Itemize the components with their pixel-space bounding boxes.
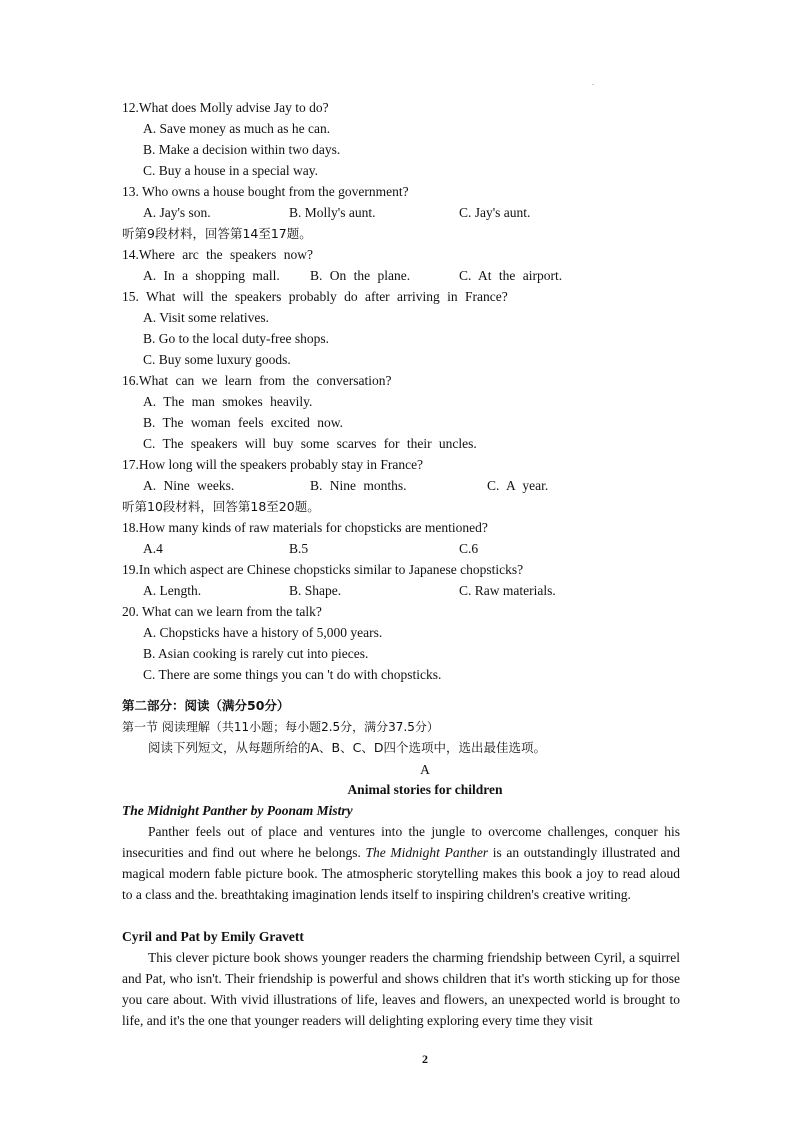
question-20-option-a: A. Chopsticks have a history of 5,000 years. — [143, 625, 383, 640]
question-14: 14.Where arc the speakers now? — [122, 247, 314, 262]
question-20: 20. What can we learn from the talk? — [122, 604, 322, 619]
question-12-option-c: C. Buy a house in a special way. — [143, 163, 318, 178]
question-13-option-b: B. Molly's aunt. — [289, 205, 376, 220]
question-16: 16.What can we learn from the conversation? — [122, 373, 392, 388]
question-15-option-c: C. Buy some luxury goods. — [143, 352, 291, 367]
question-13: 13. Who owns a house bought from the government? — [122, 184, 409, 199]
question-12-option-a: A. Save money as much as he can. — [143, 121, 331, 136]
book-1-text-a: Panther feels out of place and ventures into the jungle to overcome challenges, conquer his insecurities and find out where he belongs. — [122, 824, 680, 860]
question-19-option-b: B. Shape. — [289, 583, 342, 598]
question-14-option-c: C. At the airport. — [459, 268, 563, 283]
corner-mark: . — [592, 78, 594, 87]
instruction-segment-10: 听第10段材料，回答第18至20题。 — [122, 499, 320, 514]
question-18-option-b: B.5 — [289, 541, 309, 556]
passage-label: A — [420, 762, 430, 777]
section-2-direction: 阅读下列短文，从每题所给的A、B、C、D四个选项中，选出最佳选项。 — [148, 740, 546, 755]
question-20-option-c: C. There are some things you can 't do with chopsticks. — [143, 667, 442, 682]
question-16-option-b: B. The woman feels excited now. — [143, 415, 343, 430]
book-1-title-italic: The Midnight Panther — [365, 845, 489, 860]
book-1-heading: The Midnight Panther by Poonam Mistry — [122, 803, 353, 818]
question-17-option-b: B. Nine months. — [310, 478, 407, 493]
question-20-option-b: B. Asian cooking is rarely cut into pieces. — [143, 646, 369, 661]
question-19-option-c: C. Raw materials. — [459, 583, 556, 598]
question-19: 19.In which aspect are Chinese chopsticks similar to Japanese chopsticks? — [122, 562, 524, 577]
book-2-paragraph: This clever picture book shows younger readers the charming friendship between Cyril, a squirrel and Pat, who isn't. Their friendship is powerful and shows children that it's worth sticking up for those you care about. With vivid illustrations of life, leaves and flowers, an unexpected world is brought to life, and it's the one that younger readers will delighting exploring every time they visit — [122, 950, 680, 1028]
question-18-option-c: C.6 — [459, 541, 479, 556]
question-15: 15. What will the speakers probably do after arriving in France? — [122, 289, 508, 304]
question-13-option-a: A. Jay's son. — [143, 205, 211, 220]
instruction-segment-9: 听第9段材料，回答第14至17题。 — [122, 226, 312, 241]
section-2-title: 第二部分：阅读（满分50分） — [122, 698, 290, 713]
question-12-option-b: B. Make a decision within two days. — [143, 142, 341, 157]
question-13-option-c: C. Jay's aunt. — [459, 205, 531, 220]
question-12: 12.What does Molly advise Jay to do? — [122, 100, 329, 115]
book-1-text-b: is an outstandingly illustrated and magical modern fable picture book. The atmospheric storytelling makes this book a joy to read aloud to a class and the. breathtaking imagination lends itself to inspiring children's creative writing. — [122, 845, 680, 902]
question-15-option-a: A. Visit some relatives. — [143, 310, 270, 325]
question-16-option-a: A. The man smokes heavily. — [143, 394, 313, 409]
question-14-option-a: A. In a shopping mall. — [143, 268, 280, 283]
page-number: 2 — [422, 1052, 428, 1066]
section-2-part-1: 第一节 阅读理解（共11小题；每小题2.5分，满分37.5分） — [122, 720, 439, 734]
question-17-option-a: A. Nine weeks. — [143, 478, 235, 493]
question-19-option-a: A. Length. — [143, 583, 202, 598]
book-1-paragraph — [122, 821, 680, 905]
question-17: 17.How long will the speakers probably stay in France? — [122, 457, 424, 472]
question-16-option-c: C. The speakers will buy some scarves for their uncles. — [143, 436, 477, 451]
passage-title: Animal stories for children — [347, 782, 503, 797]
book-2-heading: Cyril and Pat by Emily Gravett — [122, 929, 304, 944]
question-17-option-c: C. A year. — [487, 478, 549, 493]
question-14-option-b: B. On the plane. — [310, 268, 411, 283]
question-15-option-b: B. Go to the local duty-free shops. — [143, 331, 329, 346]
question-18: 18.How many kinds of raw materials for chopsticks are mentioned? — [122, 520, 488, 535]
question-18-option-a: A.4 — [143, 541, 163, 556]
